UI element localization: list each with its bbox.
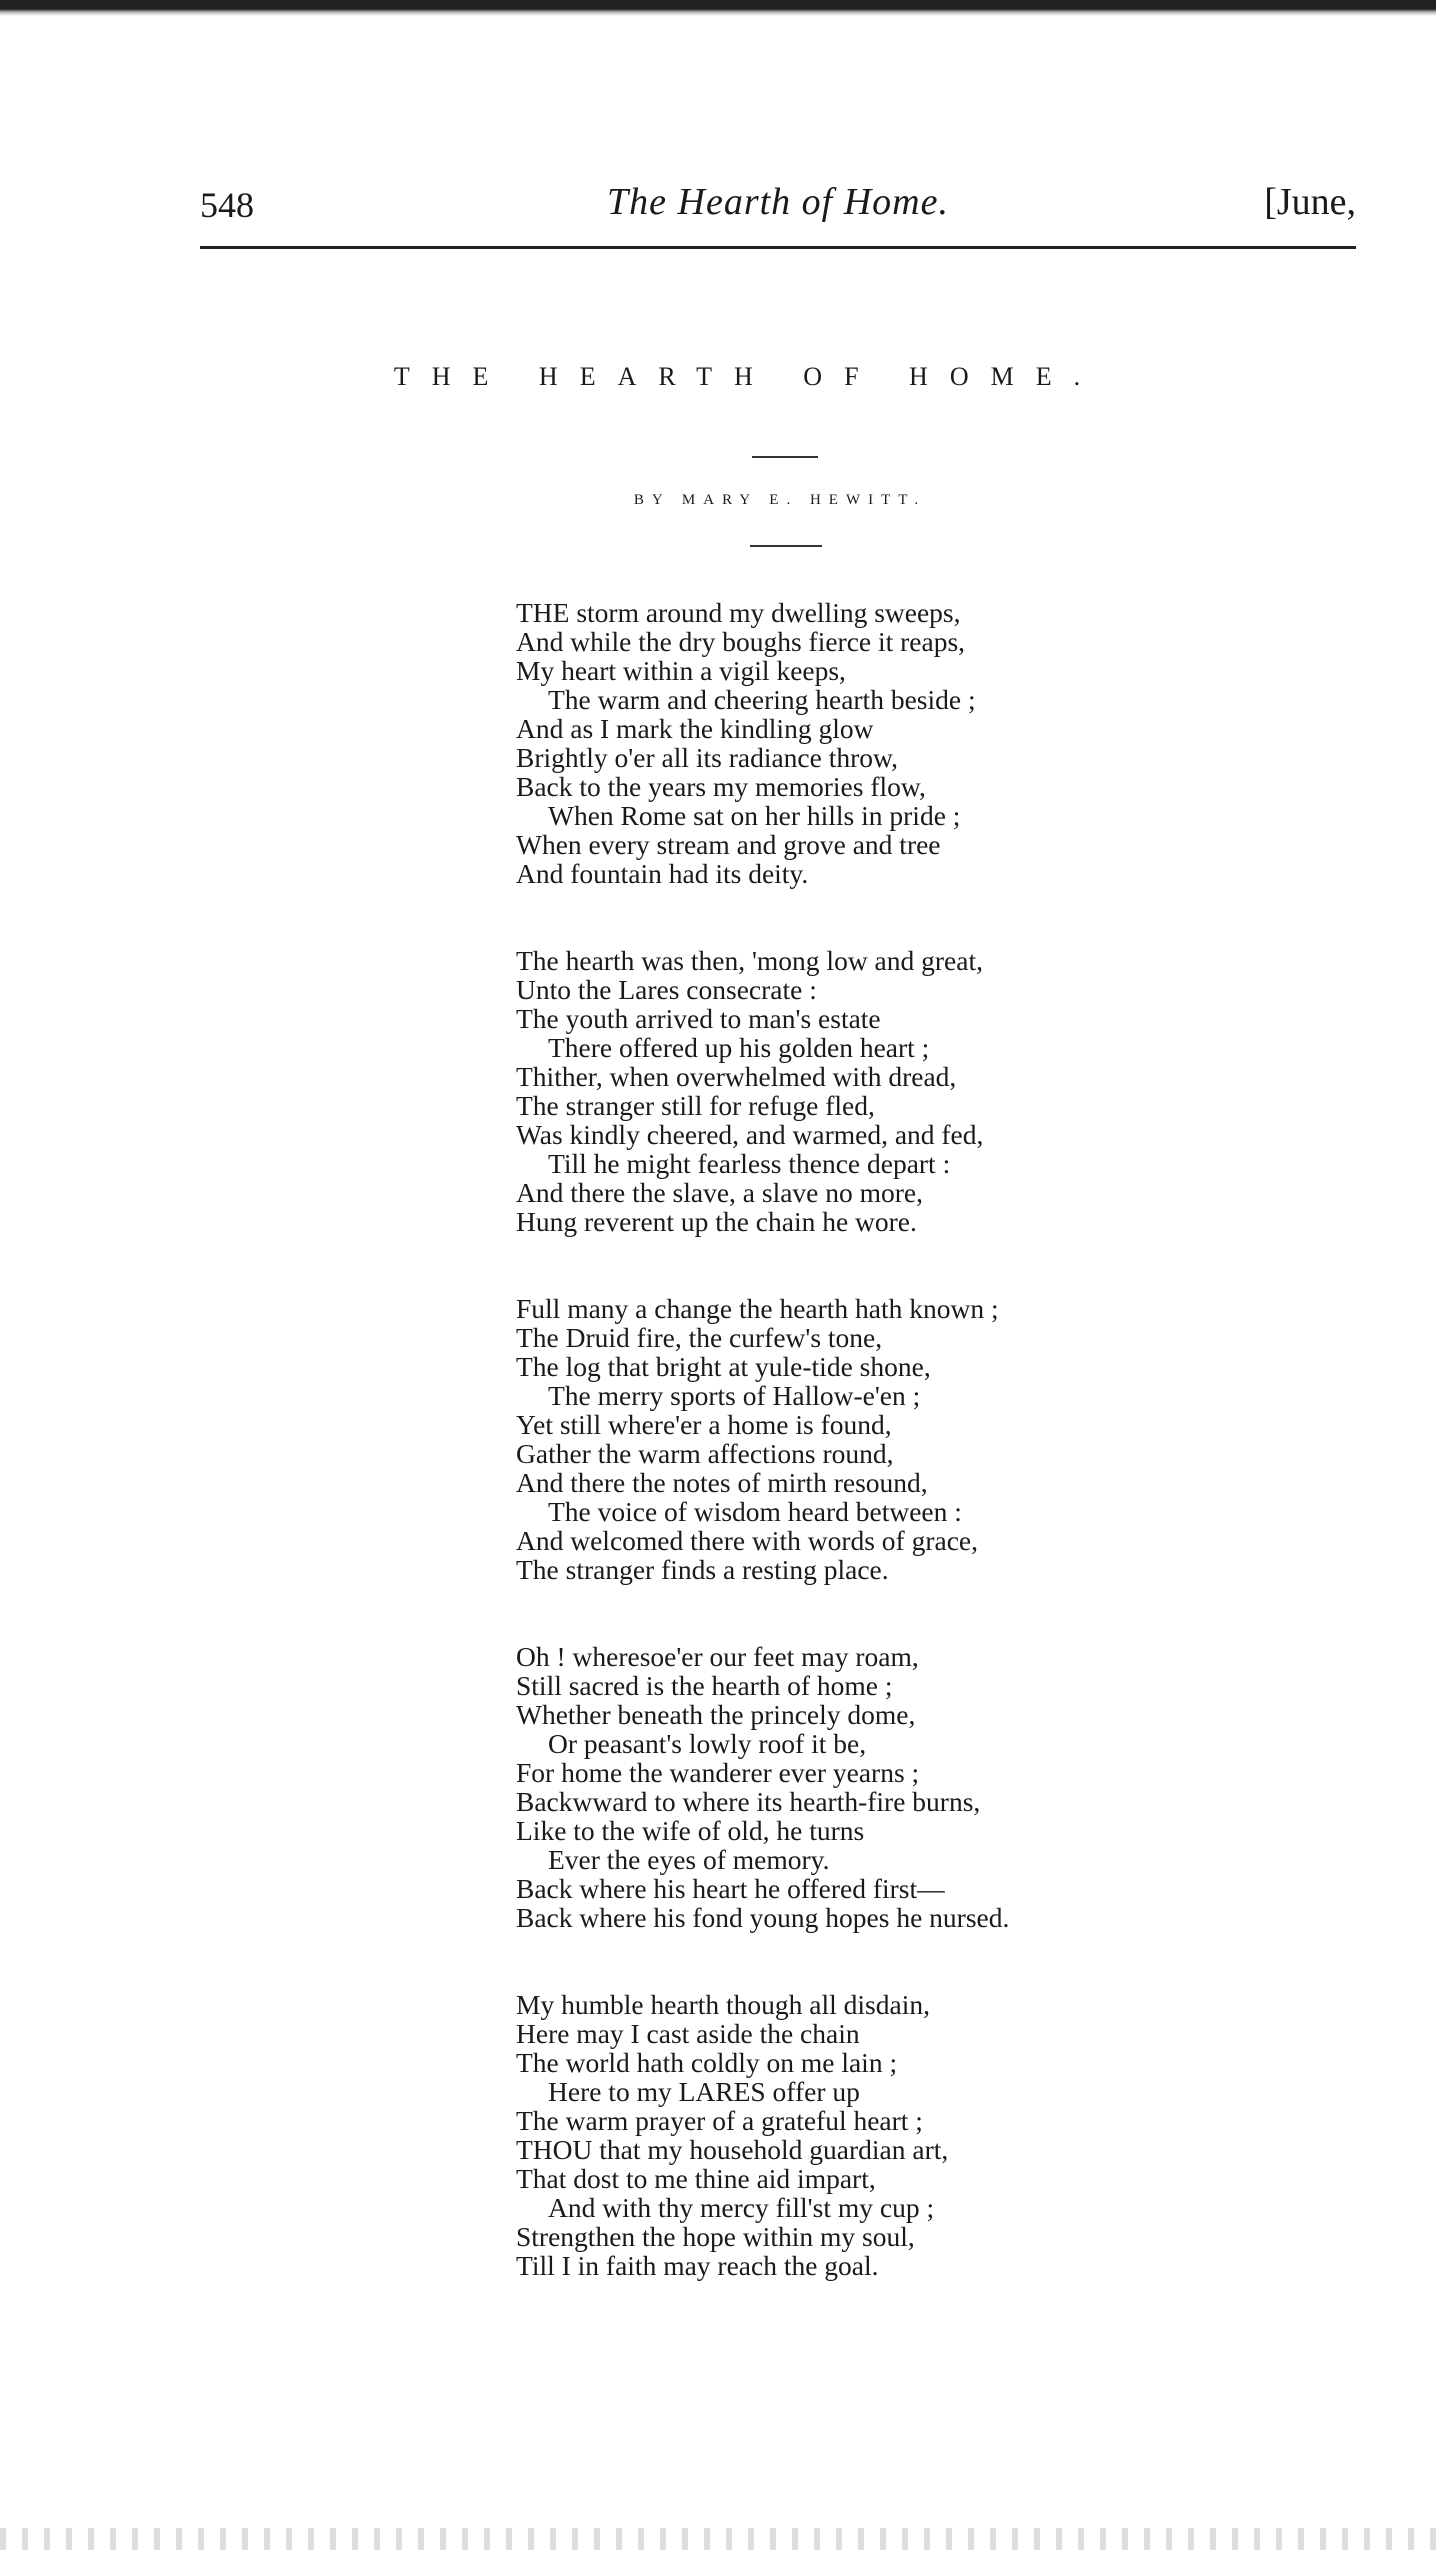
poem-line: Yet still where'er a home is found, [516,1409,892,1440]
poem-line: The youth arrived to man's estate [516,1003,881,1034]
running-title: The Hearth of Home. [607,181,949,223]
poem-line: Back to the years my memories flow, [516,771,926,802]
poem-line: Backwward to where its hearth-fire burns, [516,1786,981,1817]
poem-line: That dost to me thine aid impart, [516,2163,876,2194]
poem-line: Like to the wife of old, he turns [516,1815,865,1846]
poem-line: The world hath coldly on me lain ; [516,2047,898,2078]
poem-line: The warm prayer of a grateful heart ; [516,2105,923,2136]
header-rule [200,246,1356,249]
poem-body [516,598,1216,2338]
poem-line: And as I mark the kindling glow [516,713,874,744]
poem-line: And there the slave, a slave no more, [516,1177,924,1208]
scan-top-edge [0,0,1436,16]
stanza [516,598,1216,888]
poem-line: And while the dry boughs fierce it reaps, [516,626,966,657]
byline-rule [750,545,822,547]
title-rule [752,456,818,458]
poem-line: The stranger still for refuge fled, [516,1090,875,1121]
poem-line: And with thy mercy fill'st my cup ; [548,2192,935,2223]
poem-line: Still sacred is the hearth of home ; [516,1670,893,1701]
poem-line: Hung reverent up the chain he wore. [516,1206,917,1237]
poem-line: Back where his heart he offered first— [516,1873,945,1904]
poem-line: Thither, when overwhelmed with dread, [516,1061,957,1092]
poem-line: The hearth was then, 'mong low and great, [516,945,983,976]
poem-line: My humble hearth though all disdain, [516,1989,930,2020]
stanza [516,946,1216,1236]
poem-line: Whether beneath the princely dome, [516,1699,916,1730]
poem-line: Till I in faith may reach the goal. [516,2250,879,2281]
poem-line: Back where his fond young hopes he nursed. [516,1902,1010,1933]
poem-line: Here to my LARES offer up [548,2076,860,2107]
poem-line: And there the notes of mirth resound, [516,1467,928,1498]
poem-line: Gather the warm affections round, [516,1438,894,1469]
poem-line: Full many a change the hearth hath known ; [516,1293,999,1324]
poem-line: Here may I cast aside the chain [516,2018,860,2049]
poem-line: The warm and cheering hearth beside ; [548,684,976,715]
running-head [200,176,1356,236]
poem-line: And fountain had its deity. [516,858,809,889]
poem-line: THE storm around my dwelling sweeps, [516,597,961,628]
poem-line: Was kindly cheered, and warmed, and fed, [516,1119,984,1150]
poem-title: THE HEARTH OF HOME. [393,362,1103,391]
poem-line: My heart within a vigil keeps, [516,655,846,686]
poem-line: Strengthen the hope within my soul, [516,2221,915,2252]
page-number: 548 [200,185,254,225]
poem-line: Till he might fearless thence depart : [548,1148,951,1179]
stanza [516,1294,1216,1584]
poem-line: The Druid fire, the curfew's tone, [516,1322,883,1353]
poem-line: The merry sports of Hallow-e'en ; [548,1380,921,1411]
poem-line: When Rome sat on her hills in pride ; [548,800,961,831]
poem-line: Or peasant's lowly roof it be, [548,1728,867,1759]
poem-line: The log that bright at yule-tide shone, [516,1351,931,1382]
stanza [516,1990,1216,2280]
poem-line: Unto the Lares consecrate : [516,974,817,1005]
poem-line: There offered up his golden heart ; [548,1032,930,1063]
poem-line: Oh ! wheresoe'er our feet may roam, [516,1641,919,1672]
byline: BY MARY E. HEWITT. [633,492,927,508]
poem-line: The stranger finds a resting place. [516,1554,889,1585]
poem-line: THOU that my household guardian art, [516,2134,949,2165]
poem-line: And welcomed there with words of grace, [516,1525,978,1556]
poem-line: For home the wanderer ever yearns ; [516,1757,920,1788]
scan-bottom-edge [0,2528,1436,2550]
poem-line: Brightly o'er all its radiance throw, [516,742,898,773]
stanza [516,1642,1216,1932]
poem-line: The voice of wisdom heard between : [548,1496,962,1527]
running-date: [June, [1264,181,1356,223]
poem-line: Ever the eyes of memory. [548,1844,830,1875]
poem-line: When every stream and grove and tree [516,829,941,860]
